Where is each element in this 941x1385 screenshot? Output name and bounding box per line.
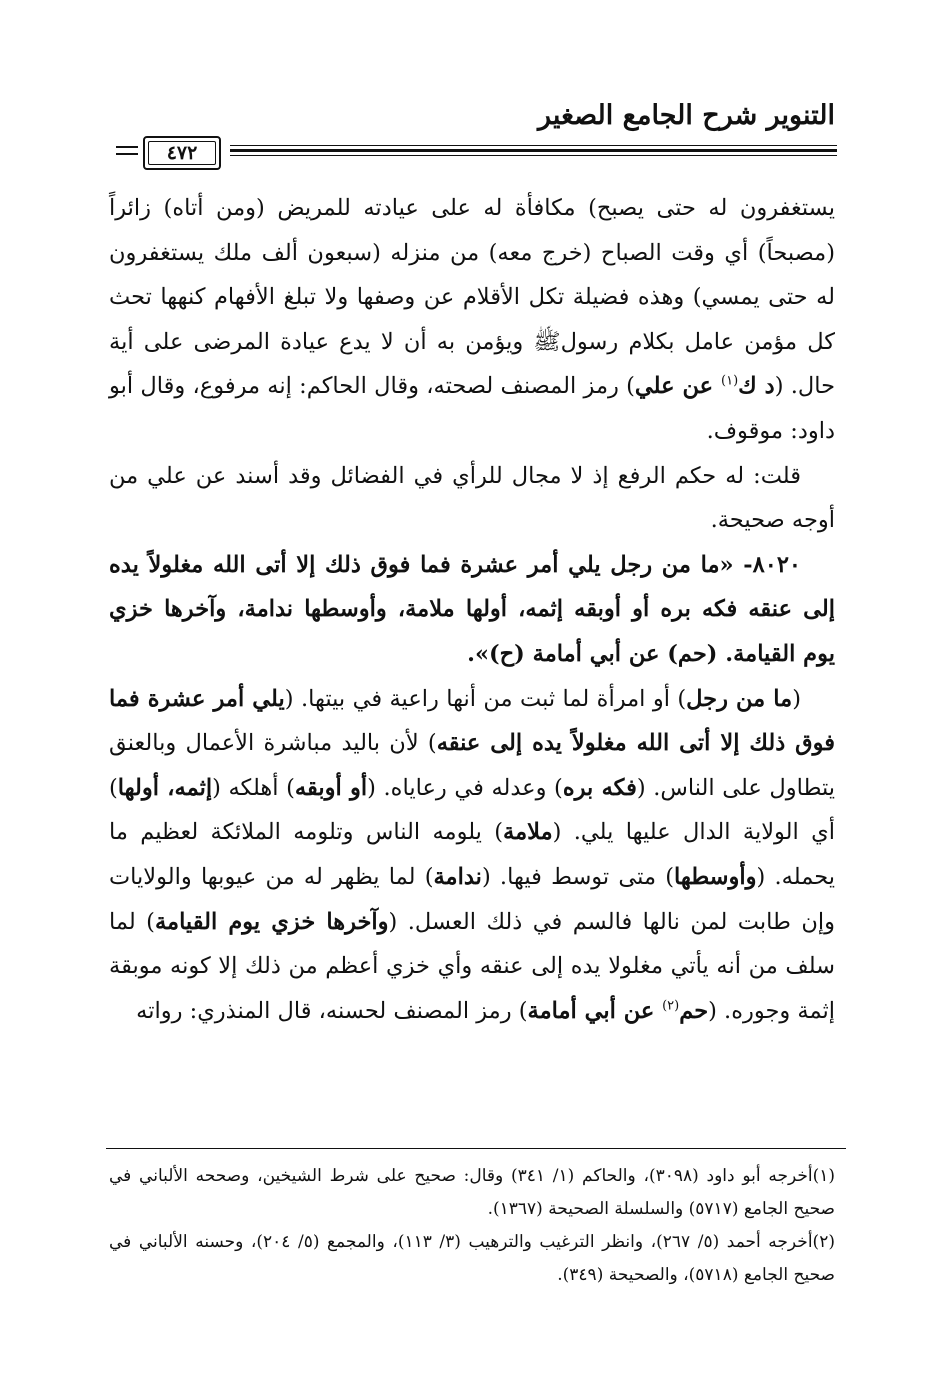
footnotes [109,1160,835,1292]
page-number-box [143,136,221,170]
footnote-1: (١)أخرجه أبو داود (٣٠٩٨)، والحاكم (١/ ٣٤١) وقال: صحيح على شرط الشيخين، وصححه الألباني في صحيح الجامع (٥٧١٧) والسلسلة الصحيحة (١٣٦٧). [109,1166,835,1219]
header-rule-end [116,146,138,156]
quoted-phrase: ملامة [503,819,553,846]
quoted-phrase: إثمه، أولها [117,774,213,801]
text-run: ( [792,685,801,712]
footnote-ref-2[interactable]: (٢) [662,998,680,1014]
quoted-phrase: وأوسطها [674,863,757,890]
narrator: عن علي [634,373,722,400]
hadith-text: ٨٠٢٠- «ما من رجل يلي أمر عشرة فما فوق ذلك إلا أتى الله مغلولاً يده إلى عنقه فكه بره أو أوبقه إثمه، أولها ملامة، وأوسطها ندامة، وآخرها خزي يوم القيامة. (حم) عن أبي أمامة (ح)». [109,551,835,667]
header-rule [230,143,837,161]
text-run: ) وعدله في رعاياه. ( [367,774,563,801]
text-run: ) أو امرأة لما ثبت من أنها راعية في بيتها. ( [284,685,687,712]
text-run: ) رمز المصنف لحسنه، قال المنذري: رواته [136,997,528,1024]
text-run: يستغفرون له حتى يصبح) مكافأة له على عيادته للمريض (ومن أتاه) زائراً (مصبحاً) أي وقت الصباح (خرج معه) من منزله (سبعون ألف ملك يستغفرون له حتى يمسي) وهذه فضيلة تكل الأقلام عن وصفها ولا تبلغ الأفهام كنهها تحث كل مؤمن عامل بكلام رسولﷺ ويؤمن به أن لا يدع عيادة المرضى على أية حال. ( [109,195,836,400]
text-run: ) لما سلف من أنه يأتي مغلولا يده إلى عنقه وأي خزي أعظم من ذلك إلا كونه موبقة إثمة وجوره. ( [109,908,835,1024]
text-run: ) لأن باليد مباشرة الأعمال وبالعنق يتطاول على الناس. ( [109,730,835,801]
quoted-phrase: وآخرها خزي يوم القيامة [154,908,389,935]
quoted-phrase: ما من رجل [686,685,793,712]
source-code: د ك [738,373,775,400]
text-run: ) يلومه الناس وتلومه الملائكة لعظيم ما يحمله. ( [109,819,835,890]
quoted-phrase: أو أوبقه [294,774,368,801]
paragraph-commentary [109,677,835,1034]
running-title: التنوير شرح الجامع الصغير [538,100,835,131]
text-run: ) أهلكه ( [212,774,295,801]
paragraph-2: قلت: له حكم الرفع إذ لا مجال للرأي في الفضائل وقد أسند عن علي من أوجه صحيحة. [109,462,835,534]
text-run: ) أي الولاية الدال عليها يلي. ( [109,774,835,846]
footnote-ref-1[interactable]: (١) [721,373,739,389]
text-run: ) لما يظهر له من عيوبها والولايات وإن طابت لمن نالها فالسم في ذلك العسل. ( [109,863,835,935]
hadith-8020 [109,543,835,677]
quoted-phrase: ندامة [433,863,482,890]
main-text [109,186,835,1033]
page-number: ٤٧٢ [166,142,198,164]
quoted-phrase: يلي أمر عشرة فما فوق ذلك إلا أتى الله مغلولاً يده إلى عنقه [109,685,835,757]
narrator: عن أبي أمامة [527,997,663,1024]
paragraph-1 [109,186,835,454]
footnote-separator [106,1148,846,1149]
text-run: ) متى توسط فيها. ( [481,863,674,890]
footnote-2: (٢)أخرجه أحمد (٥/ ٢٦٧)، وانظر الترغيب والترهيب (٣/ ١١٣)، والمجمع (٥/ ٢٠٤)، وحسنه الألباني في صحيح الجامع (٥٧١٨)، والصحيحة (٣٤٩). [109,1232,835,1285]
quoted-phrase: فكه بره [562,774,637,801]
text-run: ) رمز المصنف لصحته، وقال الحاكم: إنه مرفوع، وقال أبو داود: موقوف. [109,373,835,444]
source-code: حم [679,997,709,1024]
